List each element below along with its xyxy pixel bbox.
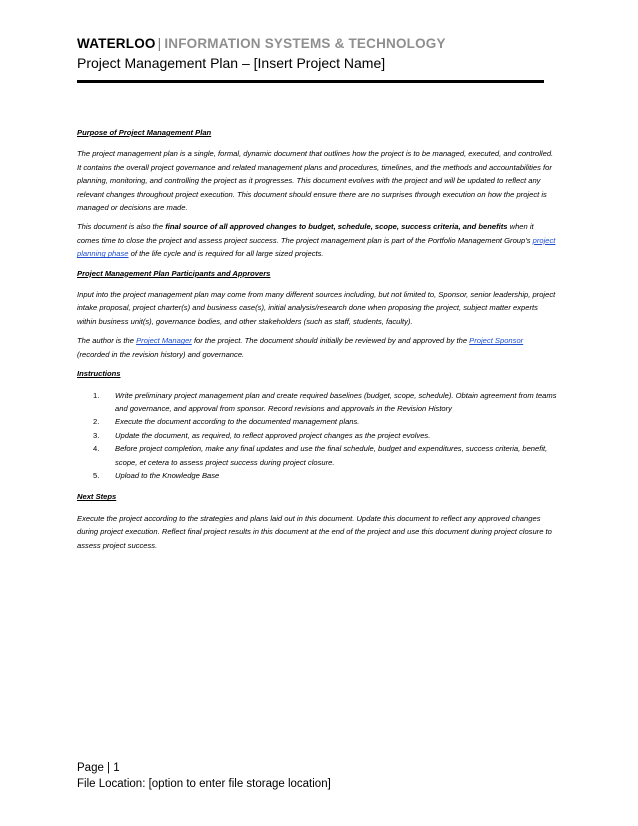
document-title: Project Management Plan – [Insert Project Name] [77, 55, 386, 71]
project-planning-phase-link[interactable]: project planning phase [77, 235, 556, 259]
page-footer [77, 760, 331, 792]
page-header [77, 36, 547, 71]
department-name: INFORMATION SYSTEMS & TECHNOLOGY [164, 36, 446, 51]
list-item [77, 415, 557, 428]
purpose-p2-text-end: of the life cycle and is required for all large sized projects. [128, 249, 324, 259]
document-body [77, 126, 557, 558]
participants-paragraph-1: Input into the project management plan may come from many different sources including, but not limited to, Sponsor, senior leadership, project intake proposal, project charter(s) and business case(s), initial analysis/research done when proposing the project, subject matter experts within business unit(s), governance bodies, and other stakeholders (such as staff, students, faculty). [77, 290, 556, 326]
list-item [77, 389, 557, 416]
participants-p2-text-middle: for the project. The document should initially be reviewed by and approved by the [191, 336, 470, 346]
project-manager-link[interactable]: Project Manager [136, 336, 192, 346]
list-item-text: Execute the document according to the documented management plans. [115, 417, 360, 427]
participants-p2-text-start: The author is the [77, 336, 137, 346]
list-item [77, 429, 557, 442]
file-location: File Location: [option to enter file storage location] [77, 778, 331, 790]
section-heading-next-steps: Next Steps [77, 492, 117, 502]
list-item-text: Upload to the Knowledge Base [115, 470, 220, 480]
list-item [77, 469, 557, 482]
instructions-list [77, 389, 557, 483]
list-item [77, 442, 557, 469]
section-heading-purpose: Purpose of Project Management Plan [77, 128, 212, 137]
brand-name: WATERLOO [77, 36, 156, 51]
section-heading-instructions: Instructions [77, 369, 121, 379]
section-heading-participants: Project Management Plan Participants and Approvers [77, 268, 271, 278]
list-item-text: Update the document, as required, to reflect approved project changes as the project evolves. [115, 430, 431, 440]
list-item-number: 4. [93, 444, 100, 454]
list-item-number: 2. [93, 417, 100, 427]
purpose-paragraph-1: The project management plan is a single, formal, dynamic document that outlines how the project is to be managed, executed, and controlled. It contains the overall project governance and related management plans and procedures, timelines, and the methods and accountabilities for planning, monitoring, and controlling the project as it progresses. This document evolves with the project and will be updated to reflect any relevant changes throughout project execution. This document should ensure there are no surprises through execution on how the project is managed or decisions are made. [77, 149, 554, 213]
list-item-number: 1. [93, 390, 100, 400]
list-item-number: 3. [93, 430, 100, 440]
purpose-p2-text-middle: when it comes time to close the project and assess project success. The project management plan is part of the Portfolio Management Group's [77, 222, 534, 245]
header-rule [77, 80, 544, 83]
next-steps-paragraph: Execute the project according to the strategies and plans laid out in this document. Update this document to reflect any approved changes during project execution. Reflect final project results in this document at the end of the project and use this document during project closure to assess project success. [77, 513, 552, 550]
participants-paragraph-2 [77, 334, 557, 361]
list-item-text: Before project completion, make any final updates and use the final schedule, budget and expenditures, success criteria, benefit, scope, et cetera to assess project success during project closure. [115, 444, 548, 467]
brand-line [77, 36, 547, 51]
brand-divider: | [157, 36, 162, 51]
list-item-text: Write preliminary project management plan and create required baselines (budget, scope, schedule). Obtain agreement from teams and governance, and approval from sponsor. Record revisions and approvals in the Revision History [115, 390, 557, 413]
purpose-p2-text-start: This document is also the [77, 222, 166, 232]
list-item-number: 5. [93, 470, 100, 480]
project-sponsor-link[interactable]: Project Sponsor [469, 336, 524, 346]
page-number: Page | 1 [77, 762, 120, 774]
purpose-p2-bold: final source of all approved changes to budget, schedule, scope, success criteria, and benefits [165, 222, 508, 232]
participants-p2-text-end: (recorded in the revision history) and governance. [77, 349, 245, 359]
purpose-paragraph-2 [77, 220, 557, 260]
